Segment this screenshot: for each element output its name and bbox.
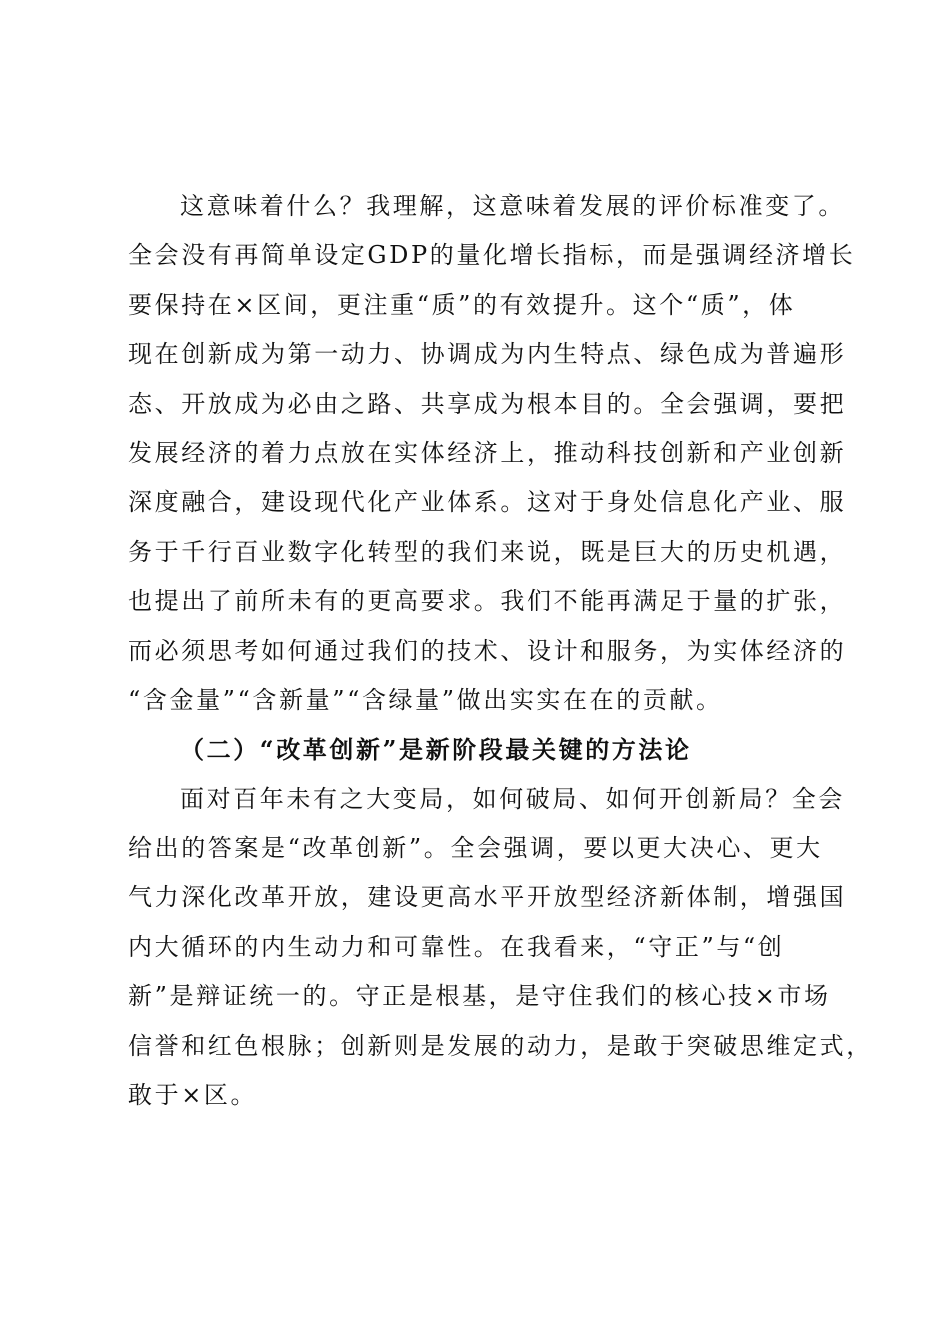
paragraph-line: 务于千行百业数字化转型的我们来说，既是巨大的历史机遇，	[128, 537, 847, 566]
document-body	[128, 182, 873, 1120]
paragraph-line: 面对百年未有之大变局，如何破局、如何开创新局？全会	[180, 784, 845, 813]
paragraph-line: 给出的答案是“改革创新”。全会强调，要以更大决心、更大	[128, 834, 823, 863]
paragraph-line: 新”是辩证统一的。守正是根基，是守住我们的核心技×市场	[128, 982, 831, 1011]
section-heading: （二）“改革创新”是新阶段最关键的方法论	[180, 735, 692, 765]
paragraph-line: 也提出了前所未有的更高要求。我们不能再满足于量的扩张，	[128, 587, 847, 616]
paragraph-line: 这意味着什么？我理解，这意味着发展的评价标准变了。	[180, 192, 845, 220]
paragraph-line: 全会没有再简单设定GDP的量化增长指标，而是强调经济增长	[128, 241, 856, 270]
paragraph-line: 要保持在×区间，更注重“质”的有效提升。这个“质”，体	[128, 290, 796, 319]
paragraph-line: 深度融合，建设现代化产业体系。这对于身处信息化产业、服	[128, 488, 847, 517]
paragraph-line: 气力深化改革开放，建设更高水平开放型经济新体制，增强国	[128, 883, 847, 912]
paragraph-line: 发展经济的着力点放在实体经济上，推动科技创新和产业创新	[128, 438, 847, 467]
paragraph-line: 敢于×区。	[128, 1081, 258, 1110]
paragraph-line: 而必须思考如何通过我们的技术、设计和服务，为实体经济的	[128, 636, 847, 665]
paragraph-line: 态、开放成为必由之路、共享成为根本目的。全会强调，要把	[128, 389, 847, 418]
paragraph-line: 内大循环的内生动力和可靠性。在我看来，“守正”与“创	[128, 932, 785, 961]
paragraph-line: 现在创新成为第一动力、协调成为内生特点、绿色成为普遍形	[128, 340, 847, 369]
paragraph-line: 信誉和红色根脉；创新则是发展的动力，是敢于突破思维定式，	[128, 1031, 873, 1060]
paragraph-line: “含金量”“含新量”“含绿量”做出实实在在的贡献。	[128, 685, 723, 714]
